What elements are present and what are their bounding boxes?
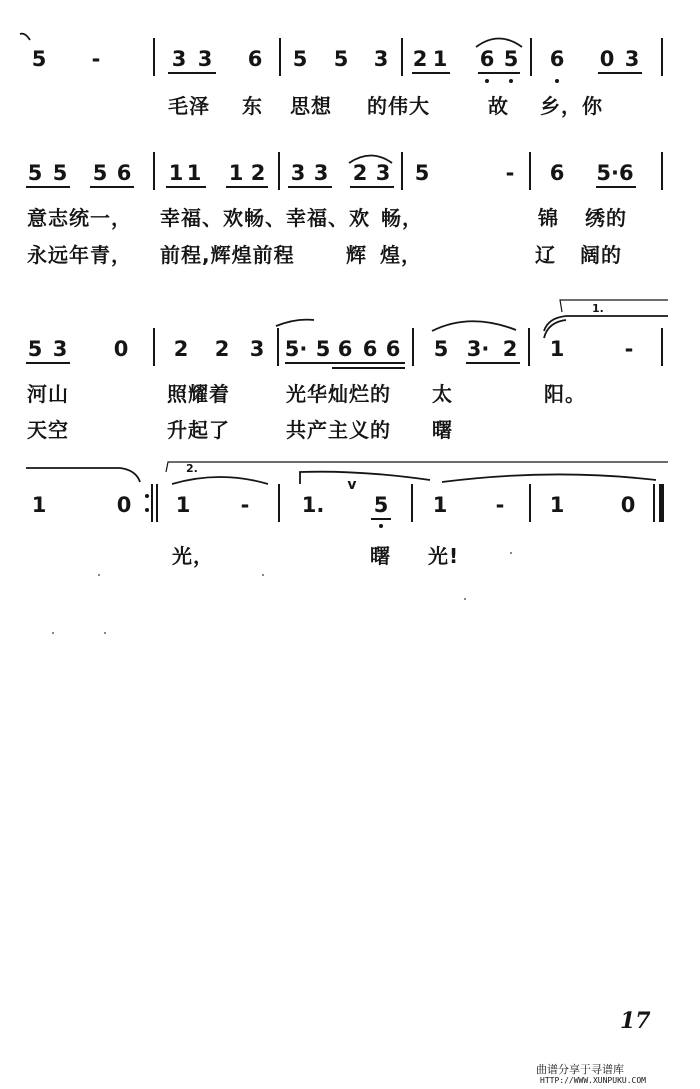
lyric: 辽 [535, 243, 556, 267]
note: 0 [599, 47, 615, 71]
note: 1 [549, 337, 565, 361]
note: 1 [31, 493, 47, 517]
lyric: 光华灿烂的 [286, 382, 391, 406]
speck [510, 552, 512, 554]
note: 0 [620, 493, 636, 517]
volta-1-bracket [560, 300, 668, 312]
note: 3 [624, 47, 640, 71]
lyric: 故 [488, 94, 509, 118]
volta-2-bracket [166, 462, 668, 472]
note: 6 [549, 161, 565, 185]
speck [98, 574, 100, 576]
page-number: 17 [620, 1008, 651, 1034]
speck [262, 574, 264, 576]
barline [530, 38, 532, 76]
barline [529, 484, 531, 522]
note: 3 [290, 161, 306, 185]
note: 1 [549, 493, 565, 517]
note: 1 [168, 161, 184, 185]
note: 5 [92, 161, 108, 185]
underline [596, 186, 636, 188]
lyric: 光! [428, 544, 460, 568]
dash: - [505, 161, 515, 185]
repeat-dot [145, 494, 149, 498]
lyric: 曙 [432, 418, 453, 442]
note: 2 [250, 161, 266, 185]
repeat-barline [156, 484, 158, 522]
tie-slur [544, 320, 566, 338]
note: 6 [337, 337, 353, 361]
note: 0 [113, 337, 129, 361]
underline [371, 518, 391, 520]
note: 5 [315, 337, 331, 361]
final-barline [659, 484, 664, 522]
underline [90, 186, 134, 188]
lyric: 永远年青， [27, 243, 132, 267]
note: 5 [27, 337, 43, 361]
underline [288, 186, 332, 188]
note: 2 [173, 337, 189, 361]
note: 6 [479, 47, 495, 71]
volta-1-label: 1. [592, 302, 604, 315]
barline [279, 38, 281, 76]
speck [104, 632, 106, 634]
note: 2 [214, 337, 230, 361]
final-barline [653, 484, 655, 522]
note: 6 [116, 161, 132, 185]
barline [661, 328, 663, 366]
lyric: 光， [172, 544, 214, 568]
note: 3 [249, 337, 265, 361]
note: 1 [432, 47, 448, 71]
note: 3 [171, 47, 187, 71]
note: 3 [375, 161, 391, 185]
lyric: 锦 [538, 206, 559, 230]
underline [285, 362, 405, 364]
barline [528, 328, 530, 366]
low-octave-dot [379, 524, 383, 528]
note: 6 [549, 47, 565, 71]
slur-mark [20, 34, 30, 40]
dash: - [495, 493, 505, 517]
slur [172, 477, 268, 484]
barline [401, 38, 403, 76]
lyric: 河山 [27, 382, 69, 406]
note: 0 [116, 493, 132, 517]
note: 5 [31, 47, 47, 71]
barline [278, 152, 280, 190]
lyric: 意志统一， [27, 206, 132, 230]
note: 3 [197, 47, 213, 71]
barline [277, 328, 279, 366]
lyric: 共产主义的 [286, 418, 391, 442]
lyric: 绣的 [585, 206, 627, 230]
slur [432, 321, 516, 331]
note: 3 [52, 337, 68, 361]
note: 5 [292, 47, 308, 71]
repeat-dot [145, 508, 149, 512]
underline [226, 186, 268, 188]
note: 1 [228, 161, 244, 185]
note: 1. [301, 493, 325, 517]
barline [153, 38, 155, 76]
underline [350, 186, 394, 188]
note: 6 [362, 337, 378, 361]
underline [26, 186, 70, 188]
note: 2 [412, 47, 428, 71]
note: 5·6 [596, 161, 634, 185]
speck [464, 598, 466, 600]
repeat-barline [151, 484, 153, 522]
barline [153, 152, 155, 190]
lyric: 辉 [346, 243, 367, 267]
lyric: 思想 [290, 94, 332, 118]
note: 5 [414, 161, 430, 185]
tie-slur [26, 468, 140, 482]
underline [478, 72, 520, 74]
lyric: 幸福、欢畅、幸福、欢 [160, 206, 370, 230]
underline [412, 72, 450, 74]
low-octave-dot [485, 79, 489, 83]
lyric: 曙 [370, 544, 391, 568]
note: 3 [373, 47, 389, 71]
lyric: 东 [242, 94, 263, 118]
lyric: 太 [432, 382, 453, 406]
note: 5 [503, 47, 519, 71]
lyric: 照耀着 [167, 382, 230, 406]
lyric: 阳。 [544, 382, 586, 406]
breath-mark: v [347, 477, 357, 493]
dash: - [91, 47, 101, 71]
note: 5· [284, 337, 308, 361]
underline [166, 186, 206, 188]
barline [412, 328, 414, 366]
note: 1 [175, 493, 191, 517]
lyric: 畅， [381, 206, 423, 230]
note: 1 [186, 161, 202, 185]
note: 1 [432, 493, 448, 517]
underline [598, 72, 642, 74]
barline [529, 152, 531, 190]
lyric: 煌， [380, 243, 422, 267]
watermark-url: HTTP://WWW.XUNPUKU.COM [540, 1076, 646, 1085]
dash: - [240, 493, 250, 517]
note: 3· [466, 337, 490, 361]
lyric: 乡，你 [540, 94, 603, 118]
low-octave-dot [555, 79, 559, 83]
watermark-text: 曲谱分享于寻谱库 [536, 1063, 624, 1076]
underline [168, 72, 216, 74]
barline [278, 484, 280, 522]
lyric: 的伟大 [367, 94, 430, 118]
barline [661, 152, 663, 190]
note: 2 [352, 161, 368, 185]
note: 5 [373, 493, 389, 517]
note: 6 [247, 47, 263, 71]
lyric: 天空 [27, 418, 69, 442]
volta-2-label: 2. [186, 462, 198, 475]
barline [153, 328, 155, 366]
speck [52, 632, 54, 634]
lyric: 阔的 [580, 243, 622, 267]
note: 5 [333, 47, 349, 71]
slur [300, 472, 430, 484]
barline [411, 484, 413, 522]
underline [332, 367, 405, 369]
note: 2 [502, 337, 518, 361]
lyric: 前程,辉煌前程 [160, 243, 295, 267]
barline [401, 152, 403, 190]
tie-slur [544, 316, 668, 331]
slur [476, 39, 522, 48]
slur [442, 474, 656, 482]
barline [661, 38, 663, 76]
note: 5 [433, 337, 449, 361]
lyric: 升起了 [167, 418, 230, 442]
underline [26, 362, 70, 364]
dash: - [624, 337, 634, 361]
note: 6 [385, 337, 401, 361]
low-octave-dot [509, 79, 513, 83]
underline [466, 362, 520, 364]
note: 5 [27, 161, 43, 185]
slur [276, 320, 314, 326]
note: 3 [313, 161, 329, 185]
note: 5 [52, 161, 68, 185]
lyric: 毛泽 [168, 94, 210, 118]
